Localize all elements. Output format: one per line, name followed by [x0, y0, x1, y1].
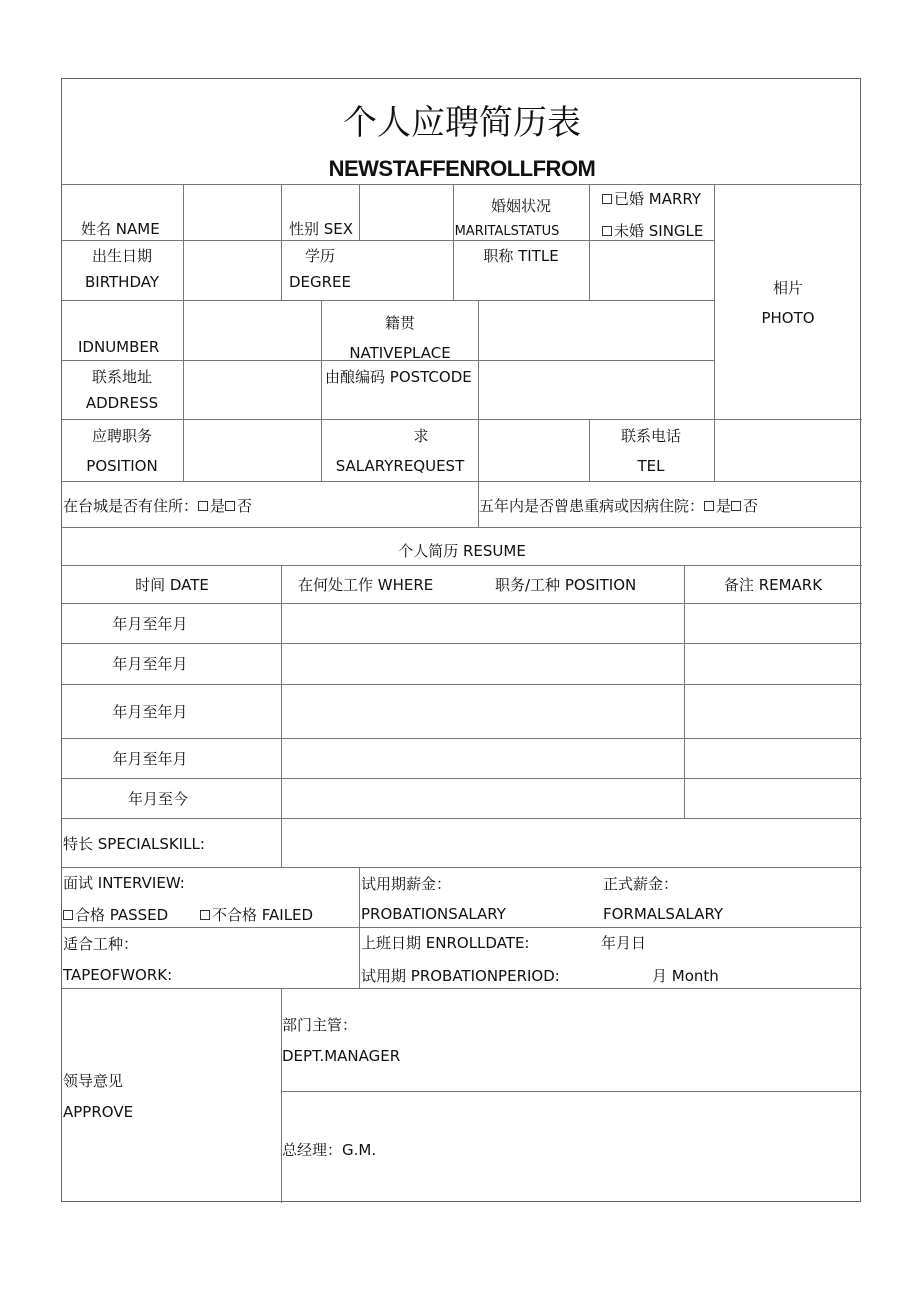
- married-option[interactable]: [602, 189, 701, 209]
- married-checkbox[interactable]: [602, 194, 612, 204]
- single-option-label: 未婚 SINGLE: [614, 222, 704, 240]
- failed-option-label: 不合格 FAILED: [212, 906, 314, 924]
- residence-question: [63, 496, 252, 516]
- native-place-label-cn: 籍贯: [384, 314, 416, 332]
- resume-row-date: 年月至年月: [112, 750, 188, 768]
- birthday-label-en: BIRTHDAY: [84, 273, 160, 291]
- failed-option[interactable]: [200, 905, 313, 925]
- interview-label: 面试 INTERVIEW:: [63, 874, 185, 892]
- residence-yes-checkbox[interactable]: [198, 501, 208, 511]
- residence-yes-label: 是: [210, 497, 226, 515]
- dept-manager-label-en: DEPT.MANAGER: [282, 1047, 401, 1065]
- photo-label-en: PHOTO: [761, 309, 815, 327]
- single-checkbox[interactable]: [602, 226, 612, 236]
- id-number-input[interactable]: [184, 301, 321, 360]
- marital-label-cn: 婚姻状况: [490, 197, 552, 215]
- photo-label-cn: 相片: [772, 279, 804, 297]
- salary-request-label-en: SALARYREQUEST: [335, 457, 465, 475]
- formal-salary-label-en: FORMALSALARY: [603, 905, 724, 923]
- special-skill-label: 特长 SPECIALSKILL:: [63, 835, 205, 853]
- id-number-label: IDNUMBER: [78, 338, 160, 356]
- passed-option-label: 合格 PASSED: [75, 906, 169, 924]
- resume-remark-input[interactable]: [685, 604, 862, 818]
- resume-col-date: 时间 DATE: [135, 576, 209, 594]
- degree-label-en: DEGREE: [288, 273, 352, 291]
- resume-col-remark: 备注 REMARK: [723, 576, 823, 594]
- sex-input[interactable]: [360, 185, 453, 240]
- passed-option[interactable]: [63, 905, 168, 925]
- illness-question: [479, 496, 758, 516]
- sex-label: 性别 SEX: [289, 220, 354, 238]
- enroll-date-value: 年月日: [601, 934, 647, 952]
- resume-col-where: 在何处工作 WHERE: [298, 576, 434, 594]
- address-input[interactable]: [184, 361, 321, 419]
- probation-salary-label-en: PROBATIONSALARY: [361, 905, 506, 923]
- work-type-label-en: TAPEOFWORK:: [63, 966, 173, 984]
- approve-label-en: APPROVE: [63, 1103, 134, 1121]
- tel-label-en: TEL: [637, 457, 665, 475]
- tel-input[interactable]: [715, 420, 862, 481]
- residence-no-label: 否: [237, 497, 253, 515]
- title-input[interactable]: [590, 241, 714, 300]
- degree-input[interactable]: [282, 241, 453, 300]
- title-label: 职称 TITLE: [483, 247, 559, 265]
- birthday-label-cn: 出生日期: [91, 247, 153, 265]
- application-form: [61, 78, 861, 1202]
- special-skill-input[interactable]: [282, 819, 862, 867]
- resume-col-position: 职务/工种 POSITION: [495, 576, 637, 594]
- residence-no-checkbox[interactable]: [225, 501, 235, 511]
- illness-no-checkbox[interactable]: [731, 501, 741, 511]
- probation-salary-label-cn: 试用期薪金：: [361, 875, 452, 893]
- illness-yes-label: 是: [716, 497, 732, 515]
- resume-row-date: 年月至年月: [112, 703, 188, 721]
- resume-row-date: 年月至今: [127, 790, 189, 808]
- dept-manager-label-cn: 部门主管：: [282, 1016, 358, 1034]
- form-title-en: NEWSTAFFENROLLFROM: [328, 156, 596, 181]
- postcode-label: 由酿编码 POSTCODE: [325, 368, 472, 386]
- residence-question-text: 在台城是否有住所：: [63, 497, 199, 515]
- native-place-input[interactable]: [479, 301, 714, 360]
- tel-label-cn: 联系电话: [620, 427, 682, 445]
- resume-row-date: 年月至年月: [112, 655, 188, 673]
- gm-label: 总经理：G.M.: [282, 1141, 377, 1159]
- birthday-input[interactable]: [184, 241, 281, 300]
- position-input[interactable]: [184, 420, 321, 481]
- gm-signature-field[interactable]: [402, 1092, 862, 1202]
- work-type-label-cn: 适合工种：: [63, 935, 139, 953]
- name-label: 姓名 NAME: [81, 220, 160, 238]
- position-label-en: POSITION: [86, 457, 158, 475]
- degree-label-cn: 学历: [304, 247, 336, 265]
- marital-label-en: MARITALSTATUS: [454, 224, 560, 239]
- married-option-label: 已婚 MARRY: [614, 190, 702, 208]
- passed-checkbox[interactable]: [63, 910, 73, 920]
- enroll-date-label: 上班日期 ENROLLDATE:: [361, 934, 530, 952]
- form-title-cn: 个人应聘简历表: [343, 103, 581, 143]
- postcode-input[interactable]: [479, 361, 714, 419]
- single-option[interactable]: [602, 221, 703, 241]
- position-label-cn: 应聘职务: [91, 427, 153, 445]
- failed-checkbox[interactable]: [200, 910, 210, 920]
- approve-label-cn: 领导意见: [63, 1072, 124, 1090]
- illness-question-text: 五年内是否曾患重病或因病住院：: [479, 497, 705, 515]
- resume-row-date: 年月至年月: [112, 615, 188, 633]
- illness-no-label: 否: [743, 497, 759, 515]
- salary-request-input[interactable]: [479, 420, 589, 481]
- address-label-en: ADDRESS: [85, 394, 159, 412]
- probation-period-value: 月 Month: [652, 967, 719, 985]
- salary-request-label-cn: 求: [413, 427, 429, 445]
- address-label-cn: 联系地址: [91, 368, 153, 386]
- resume-heading: 个人简历 RESUME: [398, 542, 526, 560]
- resume-where-input[interactable]: [282, 604, 684, 818]
- dept-manager-signature-field[interactable]: [282, 1069, 862, 1091]
- formal-salary-label-cn: 正式薪金：: [603, 875, 679, 893]
- probation-period-label: 试用期 PROBATIONPERIOD:: [361, 967, 560, 985]
- name-input[interactable]: [184, 185, 281, 240]
- illness-yes-checkbox[interactable]: [704, 501, 714, 511]
- native-place-label-en: NATIVEPLACE: [349, 344, 451, 362]
